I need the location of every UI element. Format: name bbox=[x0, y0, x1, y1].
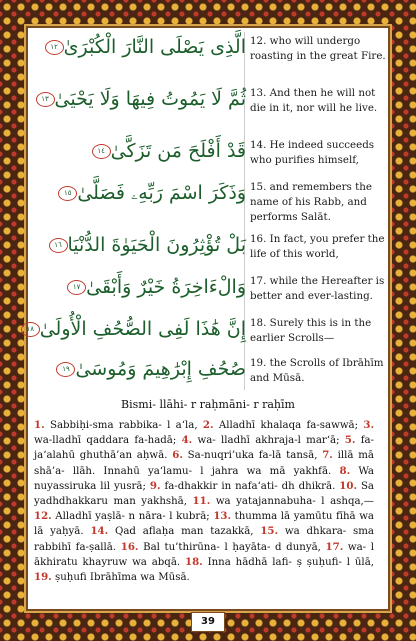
translit-text: Sabbiḥi-sma rabbika- l a‘la, bbox=[44, 420, 203, 431]
verse-arabic: صُحُفِ إِبْرَٰهِيمَ وَمُوسَىٰ١٩ bbox=[34, 356, 246, 382]
verse-row bbox=[28, 356, 388, 396]
verse-number: 1. bbox=[34, 419, 45, 431]
verse-number: 12. bbox=[34, 510, 52, 523]
verse-number: 9. bbox=[149, 479, 161, 492]
verse-marker: ١٨ bbox=[21, 322, 40, 337]
verse-number: 5. bbox=[344, 434, 356, 447]
verse-translation: 16. In fact, you prefer the life of this world, bbox=[250, 233, 385, 260]
translit-text: fa-ja‘alahū ghuthā’an aḥwā. bbox=[34, 435, 374, 462]
translit-text: Inna hādhā lafi- ṣ ṣuḥufi- l ūlā, bbox=[202, 556, 375, 568]
verse-number: 17. bbox=[325, 540, 344, 553]
verse-number: 14. bbox=[90, 525, 109, 538]
verse-marker: ١٥ bbox=[58, 186, 77, 201]
bismillah-heading: Bismi- llāhi- r raḥmāni- r raḥīm bbox=[121, 398, 295, 411]
translit-text: Alladhī khalaqa fa-sawwā; bbox=[213, 420, 364, 431]
translit-text: illā mā shā’a- llāh. Innahū ya‘lamu- l jahra wa mā yakhfā. bbox=[34, 450, 374, 477]
verse-translation: 15. and remembers the name of his Rabb, and performs Salāt. bbox=[250, 181, 372, 223]
verse-number: 10. bbox=[339, 479, 357, 492]
verse-number: 7. bbox=[322, 449, 333, 462]
translit-text: wa dhkara- sma rabbihī fa-ṣallā. bbox=[34, 526, 374, 553]
verse-translation: 14. He indeed succeeds who purifies himself, bbox=[250, 139, 375, 166]
verse-number: 2. bbox=[202, 419, 214, 431]
verse-number: 3. bbox=[363, 419, 375, 431]
transliteration-paragraph bbox=[34, 418, 374, 585]
translit-text: ṣuḥufi Ibrāhīma wa Mūsā. bbox=[51, 572, 190, 584]
verse-translation: 13. And then he will not die in it, nor will he live. bbox=[250, 87, 378, 114]
verse-number: 15. bbox=[260, 525, 279, 538]
verse-number: 13. bbox=[213, 510, 232, 523]
verse-arabic: ثُمَّ لَا يَمُوتُ فِيهَا وَلَا يَحْيَىٰ١٣ bbox=[34, 86, 246, 112]
translit-text: wa-lladhī qaddara fa-hadā; bbox=[34, 435, 182, 447]
verse-translation: 12. who will undergo roasting in the great Fire. bbox=[250, 35, 386, 62]
verse-arabic: إِنَّ هَٰذَا لَفِى الصُّحُفِ الْأُولَىٰ١٨ bbox=[34, 316, 246, 342]
translit-text: Sa yadhdhakkaru man yakhshā, bbox=[34, 480, 374, 508]
verse-marker: ١٤ bbox=[92, 144, 111, 159]
verse-marker: ١٧ bbox=[67, 280, 86, 295]
verse-marker: ١٢ bbox=[45, 40, 64, 55]
translit-text: Alladhī yaṣlā- n nāra- l kubrā; bbox=[51, 511, 214, 523]
verse-number: 16. bbox=[120, 540, 139, 553]
verse-row bbox=[28, 138, 388, 178]
verse-row bbox=[28, 232, 388, 272]
translit-text: wa- lladhī akhraja-l mar‘ā; bbox=[192, 435, 345, 447]
verse-arabic: الَّذِى يَصْلَى النَّارَ الْكُبْرَىٰ١٢ bbox=[34, 34, 246, 60]
translit-text: Wa nuyassiruka lil yusrā; bbox=[34, 465, 374, 492]
verse-arabic: وَالْءَاخِرَةُ خَيْرٌ وَأَبْقَىٰ١٧ bbox=[34, 274, 246, 300]
verse-number: 18. bbox=[185, 555, 203, 568]
page-content bbox=[26, 26, 390, 611]
verse-row bbox=[28, 34, 388, 74]
translit-text: wa- l ākhiratu khayruw wa abqā. bbox=[34, 541, 374, 568]
verse-marker: ١٣ bbox=[36, 92, 55, 107]
verse-translation: 17. while the Hereafter is better and ever-lasting. bbox=[250, 275, 385, 302]
verse-translation: 19. the Scrolls of Ibrāhīm and Mūsā. bbox=[250, 357, 384, 384]
page-number: 39 bbox=[191, 612, 225, 632]
verse-arabic: وَذَكَرَ اسْمَ رَبِّهِۦ فَصَلَّىٰ١٥ bbox=[34, 180, 246, 206]
verse-arabic: بَلْ تُؤْثِرُونَ الْحَيَوٰةَ الدُّنْيَا١٦ bbox=[34, 232, 246, 258]
verse-number: 8. bbox=[339, 464, 351, 477]
verse-row bbox=[28, 316, 388, 356]
translit-text: Bal tu’thirūna- l ḥayāta- d dunyā, bbox=[138, 541, 326, 553]
translit-text: Qad aflaḥa man tazakkā, bbox=[108, 526, 261, 538]
translit-text: wa yatajannabuha- l ashqa,— bbox=[210, 496, 374, 508]
translit-text: fa-dhakkir in nafa‘ati- dh dhikrā. bbox=[160, 480, 340, 492]
verse-number: 4. bbox=[181, 434, 193, 447]
verse-row bbox=[28, 86, 388, 126]
verse-marker: ١٩ bbox=[56, 362, 75, 377]
translit-text: Sa-nuqri’uka fa-lā tansā, bbox=[182, 450, 323, 462]
verse-row bbox=[28, 180, 388, 223]
translit-text: thumma lā yamūtu fīhā wa lā yaḥyā. bbox=[34, 511, 374, 538]
verse-marker: ١٦ bbox=[49, 238, 68, 253]
verse-number: 19. bbox=[34, 571, 52, 584]
verse-row bbox=[28, 274, 388, 314]
verse-number: 6. bbox=[172, 449, 183, 462]
verse-arabic: قَدْ أَفْلَحَ مَن تَزَكَّىٰ١٤ bbox=[34, 138, 246, 164]
verse-translation: 18. Surely this is in the earlier Scrolls— bbox=[250, 317, 372, 344]
verse-number: 11. bbox=[192, 495, 211, 508]
